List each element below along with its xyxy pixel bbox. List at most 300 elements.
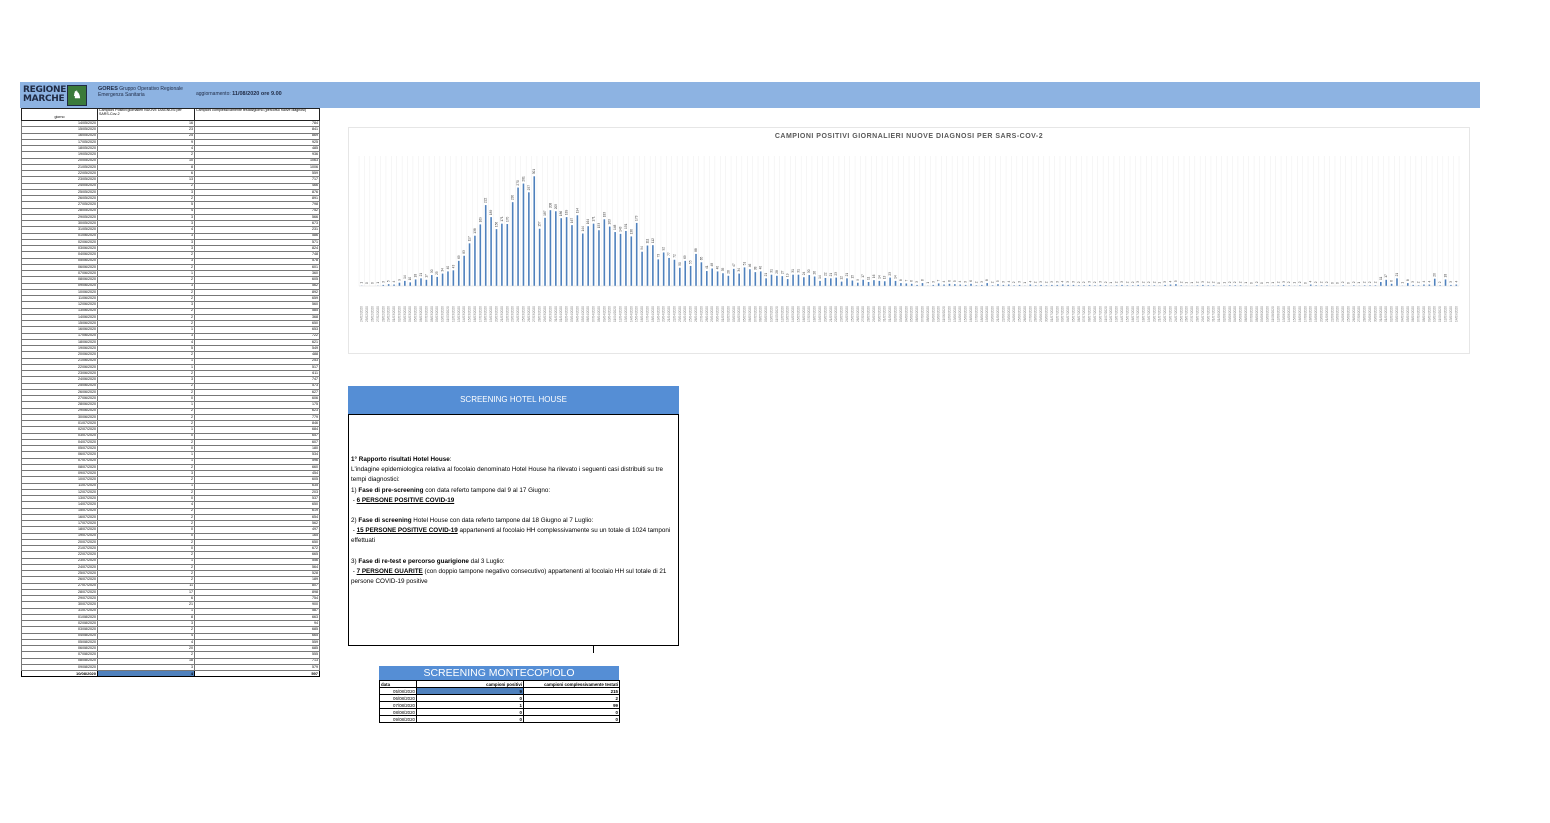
x-tick-label: 29/08/2020	[1368, 306, 1373, 322]
bar-data-label: 51	[742, 261, 747, 266]
bar-data-label: 2	[1130, 281, 1135, 284]
cell-tested: 559	[195, 171, 320, 177]
cell-positive: 11	[98, 583, 195, 589]
cell-tested: 653	[195, 327, 320, 333]
x-tick-label: 04/05/2020	[737, 306, 742, 322]
x-tick-label: 21/05/2020	[828, 306, 833, 322]
bar	[814, 277, 816, 286]
bar-data-label: 3	[915, 281, 920, 283]
bar-data-label: 143	[618, 226, 623, 232]
bar-data-label: 77	[667, 252, 672, 256]
cell-tested: 587	[195, 608, 320, 614]
cell-day: 10/08/2020	[22, 671, 98, 677]
bar-data-label: 3	[381, 281, 386, 283]
x-tick-label: 26/07/2020	[1184, 306, 1189, 322]
cell-day: 08/08/2020	[22, 658, 98, 664]
cell-positive: 4	[98, 639, 195, 645]
cell-day: 05/06/2020	[22, 258, 98, 264]
bar	[830, 278, 832, 286]
bar-data-label: 156	[494, 221, 499, 228]
update-label: aggiornamento:	[196, 91, 231, 97]
x-tick-label: 12/08/2020	[1276, 306, 1281, 322]
x-tick-label: 01/06/2020	[888, 306, 893, 322]
cell-tested: 717	[195, 177, 320, 183]
x-tick-label: 23/03/2020	[510, 306, 515, 322]
cell-positive: 4	[98, 208, 195, 214]
cell-tested: 900	[195, 602, 320, 608]
cell-day: 25/05/2020	[22, 189, 98, 195]
x-tick-label: 03/09/2020	[1394, 306, 1399, 322]
bar-data-label: 13	[882, 275, 887, 280]
hh-title: 1° Rapporto risultati Hotel House	[351, 456, 450, 463]
mc-row	[380, 709, 620, 716]
bar	[409, 282, 411, 286]
bar-data-label: 23	[888, 272, 893, 276]
bar-data-label: 187	[543, 210, 548, 216]
mc-cell-tested: 99	[524, 702, 620, 709]
bar-data-label: 18	[1443, 273, 1448, 278]
x-tick-label: 10/07/2020	[1098, 306, 1103, 322]
cell-day: 06/07/2020	[22, 452, 98, 458]
cell-positive: 3	[98, 621, 195, 627]
bar	[884, 281, 886, 286]
hh-p2-rest: appartenenti al focolaio HH complessivamente su un totale di 1024 tamponi effettuati	[351, 527, 671, 545]
bar-data-label: 16	[871, 274, 876, 279]
bar-data-label: 21	[828, 272, 833, 277]
x-tick-label: 11/06/2020	[942, 306, 947, 322]
hh-p2-text: Hotel House con data referto tampone dal 18 Giugno al 7 Luglio:	[411, 517, 594, 525]
cell-day: 02/08/2020	[22, 621, 98, 627]
bar-data-label: 183	[602, 211, 607, 218]
x-tick-label: 13/08/2020	[1281, 306, 1286, 322]
bar-data-label: 3	[1049, 281, 1054, 283]
x-tick-label: 09/03/2020	[435, 306, 440, 322]
bar	[1391, 284, 1393, 286]
x-tick-label: 25/03/2020	[521, 306, 526, 322]
bar-data-label: 0	[1303, 282, 1308, 284]
bar	[1380, 282, 1382, 286]
cell-day: 27/06/2020	[22, 396, 98, 402]
bar-data-label: 171	[499, 216, 504, 222]
cell-day: 22/07/2020	[22, 552, 98, 558]
cell-positive: 2	[98, 421, 195, 427]
x-tick-label: 09/04/2020	[602, 306, 607, 322]
bar-data-label: 69	[683, 255, 688, 259]
x-tick-label: 07/03/2020	[424, 306, 429, 322]
bar-data-label: 69	[456, 255, 461, 259]
bar-data-label: 2	[1287, 281, 1292, 284]
mc-row	[380, 702, 620, 709]
cell-day: 15/07/2020	[22, 508, 98, 514]
bar	[970, 284, 972, 286]
cell-tested: 606	[195, 396, 320, 402]
bar	[1407, 283, 1409, 286]
mc-cell-positive: 1	[417, 702, 524, 709]
bar	[426, 280, 428, 286]
cell-positive: 16	[98, 121, 195, 127]
x-tick-label: 16/03/2020	[472, 306, 477, 322]
cell-positive: 5	[98, 202, 195, 208]
x-tick-label: 26/02/2020	[370, 306, 375, 322]
cell-positive: 13	[98, 177, 195, 183]
cell-day: 28/06/2020	[22, 402, 98, 408]
cell-positive: 2	[98, 464, 195, 470]
cell-day: 03/07/2020	[22, 433, 98, 439]
cell-tested: 564	[195, 564, 320, 570]
x-tick-label: 25/08/2020	[1346, 306, 1351, 322]
cell-positive: 0	[98, 527, 195, 533]
bar	[722, 273, 724, 286]
bar-data-label: 186	[559, 210, 564, 217]
bar	[879, 281, 881, 286]
bar-data-label: 6	[909, 280, 914, 282]
x-tick-label: 31/08/2020	[1378, 306, 1383, 322]
bar-data-label: 4	[1060, 280, 1065, 283]
bar	[889, 278, 891, 286]
bar-data-label: 1	[1357, 281, 1362, 284]
x-tick-label: 20/04/2020	[661, 306, 666, 322]
x-tick-label: 05/05/2020	[742, 306, 747, 322]
x-tick-label: 26/05/2020	[855, 306, 860, 322]
bar	[577, 215, 579, 286]
cell-tested: 488	[195, 352, 320, 358]
x-tick-label: 08/04/2020	[596, 306, 601, 322]
bar	[803, 277, 805, 286]
cell-tested: 1063	[195, 158, 320, 164]
cell-tested: 784	[195, 121, 320, 127]
x-tick-label: 29/07/2020	[1200, 306, 1205, 322]
cell-positive: 3	[98, 302, 195, 308]
bar-data-label: 8	[985, 279, 990, 282]
bar-data-label: 17	[424, 274, 429, 278]
x-tick-label: 14/03/2020	[462, 306, 467, 322]
bar-chart	[349, 128, 1469, 353]
bar-data-label: 1	[1292, 281, 1297, 284]
cell-tested: 360	[195, 271, 320, 277]
bar-data-label: 2	[1227, 281, 1232, 284]
cell-tested: 566	[195, 214, 320, 220]
cell-day: 29/07/2020	[22, 596, 98, 602]
cell-tested: 528	[195, 571, 320, 577]
cell-tested: 585	[195, 308, 320, 314]
bar-data-label: 281	[521, 176, 526, 182]
cell-day: 21/06/2020	[22, 358, 98, 364]
hh-p1-bold: Fase di pre-screening	[358, 486, 424, 494]
bar-data-label: 171	[591, 216, 596, 222]
x-tick-label: 31/03/2020	[553, 306, 558, 322]
bar-data-label: 1	[1157, 281, 1162, 284]
x-tick-label: 22/06/2020	[1001, 306, 1006, 322]
bar-data-label: 92	[661, 246, 666, 251]
x-tick-label: 04/08/2020	[1233, 306, 1238, 322]
mc-cell-tested: 0	[524, 709, 620, 716]
mc-cell-date: 05/08/2020	[380, 688, 417, 695]
cell-tested: 660	[195, 464, 320, 470]
bar-data-label: 205	[553, 203, 558, 210]
cell-positive: 3	[98, 221, 195, 227]
x-tick-label: 03/05/2020	[731, 306, 736, 322]
bar	[792, 275, 794, 286]
bar-data-label: 12	[839, 276, 844, 280]
cell-day: 18/06/2020	[22, 339, 98, 345]
x-tick-label: 03/04/2020	[569, 306, 574, 322]
x-tick-label: 19/06/2020	[985, 306, 990, 322]
x-tick-label: 21/07/2020	[1157, 306, 1162, 322]
bar-data-label: 34	[440, 268, 445, 272]
x-tick-label: 11/03/2020	[445, 306, 450, 322]
cell-positive: 2	[98, 571, 195, 577]
bar-data-label: 47	[731, 263, 736, 267]
bar	[528, 192, 530, 286]
bar-data-label: 2	[1206, 281, 1211, 284]
bar-data-label: 0	[1249, 282, 1254, 284]
bar-data-label: 2	[1297, 281, 1302, 284]
bar-data-label: 46	[747, 263, 752, 268]
bar-data-label: 6	[1389, 280, 1394, 282]
cell-tested: 601	[195, 264, 320, 270]
x-tick-label: 23/05/2020	[839, 306, 844, 322]
bar	[453, 270, 455, 286]
org-name	[98, 86, 188, 98]
bar	[906, 283, 908, 286]
cell-positive: 3	[98, 246, 195, 252]
mc-col-tested: campioni complessivamente testati	[524, 681, 620, 688]
bar-data-label: 270	[516, 180, 521, 186]
cell-day: 18/05/2020	[22, 146, 98, 152]
cell-day: 14/05/2020	[22, 121, 98, 127]
x-tick-label: 22/05/2020	[834, 306, 839, 322]
cell-tested: 605	[195, 477, 320, 483]
bar	[825, 278, 827, 286]
mc-cell-date: 07/08/2020	[380, 702, 417, 709]
cell-day: 16/06/2020	[22, 327, 98, 333]
x-tick-label: 13/05/2020	[785, 306, 790, 322]
bar	[701, 262, 703, 286]
cell-positive: 2	[98, 577, 195, 583]
bar-data-label: 189	[564, 209, 569, 216]
cell-day: 27/05/2020	[22, 202, 98, 208]
cell-day: 04/06/2020	[22, 252, 98, 258]
x-tick-label: 27/04/2020	[699, 306, 704, 322]
bar-data-label: 15	[850, 274, 855, 279]
cell-day: 03/06/2020	[22, 246, 98, 252]
cell-day: 24/06/2020	[22, 377, 98, 383]
x-tick-label: 10/08/2020	[1265, 306, 1270, 322]
x-tick-label: 17/08/2020	[1303, 306, 1308, 322]
cell-positive: 4	[98, 227, 195, 233]
header-band	[20, 82, 1480, 108]
col-header-tested: Campioni complessivamente testati/giorno (percorso nuove diagnosi)	[195, 109, 320, 121]
cell-day: 12/07/2020	[22, 489, 98, 495]
cell-positive: 17	[98, 589, 195, 595]
x-tick-label: 14/05/2020	[791, 306, 796, 322]
bar-data-label: 2	[1141, 281, 1146, 284]
bar	[852, 281, 854, 286]
x-tick-label: 19/03/2020	[489, 306, 494, 322]
x-tick-label: 27/05/2020	[861, 306, 866, 322]
cell-day: 16/05/2020	[22, 133, 98, 139]
hh-p2-prefix: 2)	[351, 517, 359, 525]
x-tick-label: 11/04/2020	[613, 306, 618, 322]
cell-day: 06/06/2020	[22, 264, 98, 270]
bar-data-label: 17	[861, 274, 866, 278]
cell-tested: 571	[195, 239, 320, 245]
x-tick-label: 01/04/2020	[559, 306, 564, 322]
bar-data-label: 8	[920, 279, 925, 282]
bar-data-label: 0	[1330, 282, 1335, 284]
cell-tested: 650	[195, 321, 320, 327]
bar-data-label: 2	[1125, 281, 1130, 284]
x-tick-label: 07/04/2020	[591, 306, 596, 322]
hh-p1-text: con data referto tampone dal 9 al 17 Giugno:	[423, 486, 551, 494]
cell-tested: 578	[195, 258, 320, 264]
crest-icon: ♞	[67, 85, 87, 106]
cell-positive: 21	[98, 602, 195, 608]
bar	[787, 279, 789, 286]
bar	[808, 275, 810, 286]
cell-tested: 596	[195, 458, 320, 464]
bar-data-label: 1	[925, 281, 930, 284]
cell-tested: 549	[195, 346, 320, 352]
cell-positive: 2	[98, 564, 195, 570]
bar-data-label: 55	[688, 260, 693, 264]
bar-data-label: 38	[753, 266, 758, 271]
x-tick-label: 10/03/2020	[440, 306, 445, 322]
bar-data-label: 65	[699, 256, 704, 261]
bar-data-label: 7	[936, 279, 941, 282]
cell-tested: 517	[195, 364, 320, 370]
bar	[496, 229, 498, 286]
bar-data-label: 257	[526, 184, 531, 191]
cell-positive: 2	[98, 539, 195, 545]
x-tick-label: 08/09/2020	[1421, 306, 1426, 322]
bar-data-label: 17	[1384, 274, 1389, 278]
cell-tested: 466	[195, 183, 320, 189]
col-header-positive: Campioni Positivi giornalieri NUOVE DIAGNOSI per SARS-Cov-2	[98, 109, 195, 121]
cell-tested: 635	[195, 483, 320, 489]
logo-line2: MARCHE	[23, 94, 65, 104]
x-tick-label: 07/09/2020	[1416, 306, 1421, 322]
cell-tested: 876	[195, 189, 320, 195]
bar-data-label: 2	[1146, 281, 1151, 284]
cell-tested: 665	[195, 633, 320, 639]
bar	[674, 260, 676, 286]
cell-positive: 1	[98, 327, 195, 333]
cell-day: 30/07/2020	[22, 602, 98, 608]
bar-data-label: 40	[758, 265, 763, 270]
x-tick-label: 04/06/2020	[904, 306, 909, 322]
cell-tested: 253	[195, 358, 320, 364]
x-tick-label: 22/04/2020	[672, 306, 677, 322]
bar-data-label: 1	[1400, 281, 1405, 284]
cell-tested: 663	[195, 614, 320, 620]
cell-positive: 0	[98, 546, 195, 552]
x-tick-label: 02/04/2020	[564, 306, 569, 322]
cell-tested: 747	[195, 377, 320, 383]
x-tick-label: 10/09/2020	[1432, 306, 1437, 322]
hotel-house-text: 1° Rapporto risultati Hotel House: L'indagine epidemiologica relativa al focolaio denominato Hotel House ha rilevato i seguenti casi distribuiti su tre tempi diagnostici: 1) Fase di pre-screening con data referto tampone dal 9 al 17 Giugno: - 6 PERSONE POSITIVE COVID-19 2) Fase di screening Hotel House con data referto tampone dal 18 Giugno al 7 Luglio: - 15 PERSONE POSITIVE COVID-19 appartenenti al focolaio HH complessivamente su un totale di 1024 tamponi effettuati 3) Fase di re-test e percorso guarigione dal 3 Luglio: - 7 PERSONE GUARITE (con doppio tampone negativo consecutivo) appartenenti al focolaio HH sul totale di 21 persone COVID-19 positive	[351, 455, 673, 587]
bar	[560, 218, 562, 286]
x-tick-label: 05/04/2020	[580, 306, 585, 322]
bar-data-label: 3	[979, 281, 984, 283]
bar-data-label: 4	[1308, 280, 1313, 283]
bar-data-label: 2	[1103, 281, 1108, 284]
cell-tested: 754	[195, 596, 320, 602]
bar-data-label: 3	[1071, 281, 1076, 283]
x-tick-label: 21/06/2020	[995, 306, 1000, 322]
x-tick-label: 25/05/2020	[850, 306, 855, 322]
bar-data-label: 1	[1022, 281, 1027, 284]
cell-day: 13/07/2020	[22, 496, 98, 502]
cell-day: 26/07/2020	[22, 577, 98, 583]
x-tick-label: 15/05/2020	[796, 306, 801, 322]
bar	[857, 283, 859, 286]
cell-tested: 623	[195, 408, 320, 414]
x-tick-label: 16/08/2020	[1297, 306, 1302, 322]
x-tick-label: 09/08/2020	[1260, 306, 1265, 322]
bar	[846, 278, 848, 286]
bar-data-label: 2	[1233, 281, 1238, 284]
cell-tested: 665	[195, 552, 320, 558]
cell-day: 22/05/2020	[22, 171, 98, 177]
bar-data-label: 169	[478, 217, 483, 223]
x-tick-label: 18/07/2020	[1141, 306, 1146, 322]
x-tick-label: 14/07/2020	[1119, 306, 1124, 322]
x-tick-label: 08/06/2020	[925, 306, 930, 322]
x-tick-label: 16/05/2020	[801, 306, 806, 322]
cell-positive: 2	[98, 552, 195, 558]
bar	[835, 278, 837, 286]
cell-positive: 1	[98, 483, 195, 489]
bar-data-label: 26	[812, 270, 817, 275]
bar	[469, 243, 471, 286]
x-tick-label: 05/07/2020	[1071, 306, 1076, 322]
cell-tested: 559	[195, 639, 320, 645]
x-tick-label: 14/08/2020	[1287, 306, 1292, 322]
bar-data-label: 30	[807, 269, 812, 274]
x-tick-label: 08/03/2020	[429, 306, 434, 322]
cell-positive: 2	[98, 321, 195, 327]
x-tick-label: 24/07/2020	[1173, 306, 1178, 322]
x-tick-label: 31/07/2020	[1211, 306, 1216, 322]
x-tick-label: 24/04/2020	[683, 306, 688, 322]
bar-data-label: 43	[451, 264, 456, 269]
bar-data-label: 14	[402, 275, 407, 279]
hh-p1-result: 6 PERSONE POSITIVE COVID-19	[356, 496, 455, 504]
bar-data-label: 21	[764, 272, 769, 277]
x-tick-label: 04/07/2020	[1066, 306, 1071, 322]
cell-positive: 2	[98, 289, 195, 295]
cell-day: 01/08/2020	[22, 614, 98, 620]
bar-data-label: 72	[672, 254, 677, 258]
cell-day: 10/06/2020	[22, 289, 98, 295]
bar-data-label: 153	[596, 222, 601, 229]
cell-tested: 180	[195, 446, 320, 452]
cell-tested: 579	[195, 664, 320, 670]
bar-data-label: 8	[1405, 279, 1410, 282]
bar-data-label: 2	[1416, 281, 1421, 284]
x-tick-label: 20/08/2020	[1319, 306, 1324, 322]
cell-tested: 189	[195, 577, 320, 583]
bar	[728, 276, 730, 286]
bar-data-label: 3	[963, 281, 968, 283]
x-tick-label: 17/05/2020	[807, 306, 812, 322]
cell-tested: 892	[195, 289, 320, 295]
cell-day: 29/06/2020	[22, 408, 98, 414]
cell-day: 01/07/2020	[22, 421, 98, 427]
bar-data-label: 148	[613, 224, 618, 231]
cell-day: 14/06/2020	[22, 314, 98, 320]
